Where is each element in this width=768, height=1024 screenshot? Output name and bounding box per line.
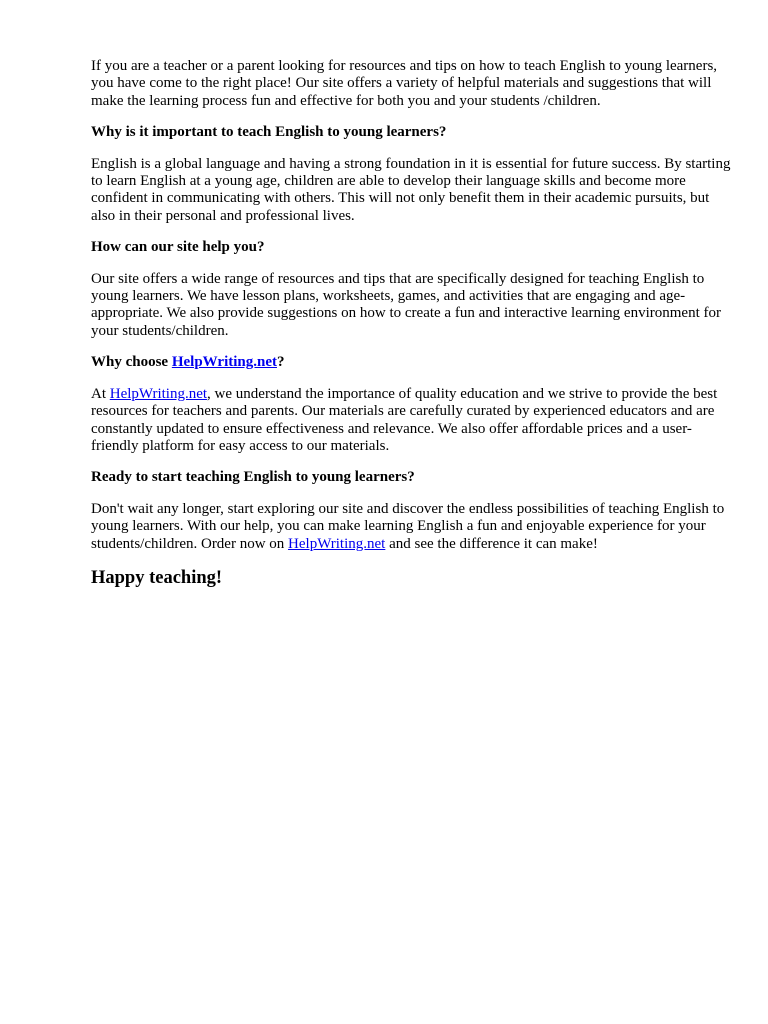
helpwriting-link[interactable]: HelpWriting.net bbox=[288, 535, 386, 552]
section-heading-why-important: Why is it important to teach English to young learners? bbox=[91, 124, 447, 141]
heading-text: Why choose bbox=[91, 354, 172, 371]
section-heading-how-help: How can our site help you? bbox=[91, 239, 265, 256]
section-body-why-choose bbox=[91, 386, 731, 456]
document-page bbox=[91, 58, 731, 589]
heading-text: ? bbox=[276, 354, 285, 371]
section-body-how-help: Our site offers a wide range of resources and tips that are specifically designed for teaching English to young learners. We have lesson plans, worksheets, games, and activities that are engaging and age-appropriate. We also provide suggestions on how to create a fun and interactive learning environment for your students/children. bbox=[91, 270, 721, 339]
helpwriting-link[interactable]: HelpWriting.net bbox=[109, 385, 208, 402]
closing-heading: Happy teaching! bbox=[91, 567, 223, 588]
section-body-why-important: English is a global language and having a strong foundation in it is essential for future success. By starting to learn English at a young age, children are able to develop their language skills and become more confident in communicating with others. This will not only benefit them in their academic pursuits, but also in their personal and professional lives. bbox=[91, 155, 731, 224]
body-text: and see the difference it can make! bbox=[385, 535, 598, 552]
body-text: At bbox=[91, 385, 110, 402]
intro-paragraph: If you are a teacher or a parent looking for resources and tips on how to teach English to young learners, you have come to the right place! Our site offers a variety of helpful materials and suggestions that will make the learning process fun and effective for both you and your students /children. bbox=[91, 58, 718, 109]
section-heading-why-choose bbox=[91, 354, 731, 371]
section-body-ready bbox=[91, 501, 731, 553]
body-text: , we understand the importance of quality education and we strive to provide the best resources for teachers and parents. Our materials are carefully curated by experienced educators and are constantly updated to ensure effectiveness and relevance. We also offer affordable prices and a user-friendly platform for easy access to our materials. bbox=[91, 385, 718, 454]
section-heading-ready: Ready to start teaching English to young learners? bbox=[91, 469, 415, 486]
helpwriting-link[interactable]: HelpWriting.net bbox=[171, 354, 277, 371]
body-text: Don't wait any longer, start exploring our site and discover the endless possibilities of teaching English to young learners. With our help, you can make learning English a fun and enjoyable experience for your students/children. Order now on bbox=[91, 500, 725, 552]
